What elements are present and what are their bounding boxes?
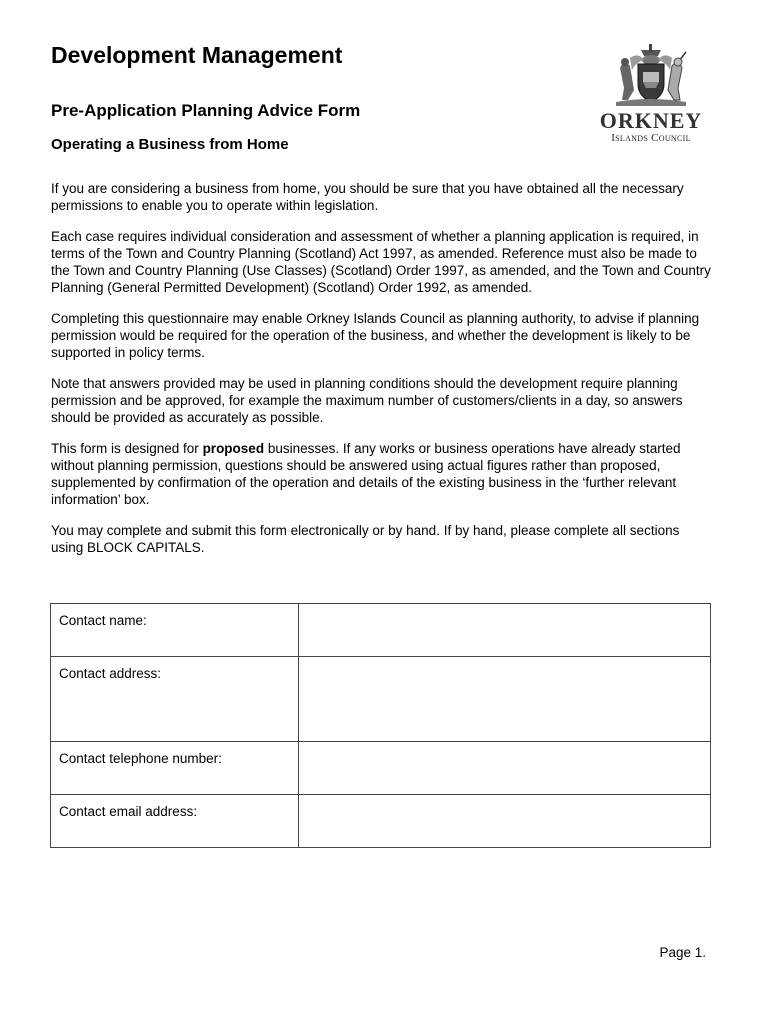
intro-text-run: This form is designed for — [51, 441, 203, 456]
page-title: Development Management — [51, 42, 343, 68]
contact-name-field[interactable] — [299, 604, 711, 657]
contact-name-row — [51, 604, 711, 657]
contact-phone-row — [51, 742, 711, 795]
council-logo — [596, 44, 708, 149]
intro-paragraph: You may complete and submit this form electronically or by hand. If by hand, please complete all sections using BLOCK CAPITALS. — [51, 523, 680, 555]
contact-address-row — [51, 657, 711, 742]
contact-phone-field[interactable] — [299, 742, 711, 795]
intro-text — [51, 180, 711, 570]
intro-paragraph: Note that answers provided may be used in planning conditions should the development require planning permission and be approved, for example the maximum number of customers/clients in a day, so answers should be provided as accurately as possible. — [51, 376, 683, 425]
form-subtitle: Pre-Application Planning Advice Form — [51, 101, 361, 120]
contact-details-table — [50, 603, 711, 848]
contact-phone-label: Contact telephone number: — [51, 742, 299, 795]
logo-subtitle: Islands Council — [611, 132, 691, 144]
contact-address-label: Contact address: — [51, 657, 299, 742]
contact-email-field[interactable] — [299, 795, 711, 848]
logo-wordmark: ORKNEY — [599, 108, 703, 133]
contact-name-label: Contact name: — [51, 604, 299, 657]
contact-address-field[interactable] — [299, 657, 711, 742]
intro-text-run: businesses. If any works or business operations have already started without planning permission, questions should be answered using actual figures rather than proposed, supplemented by confirmation of the operation and details of the existing business in the ‘further relevant information’ box. — [51, 441, 681, 507]
intro-paragraph: Each case requires individual consideration and assessment of whether a planning application is required, in terms of the Town and Country Planning (Scotland) Act 1997, as amended. Reference must also be made to the Town and Country Planning (Use Classes) (Scotland) Order 1997, as amended, and the Town and Country Planning (General Permitted Development) (Scotland) Order 1992, as amended. — [51, 229, 711, 295]
intro-paragraph: If you are considering a business from home, you should be sure that you have obtained all the necessary permissions to enable you to operate within legislation. — [51, 181, 684, 213]
coat-of-arms-icon — [608, 44, 694, 106]
page-number: Page 1. — [659, 945, 706, 960]
intro-paragraph: Completing this questionnaire may enable Orkney Islands Council as planning authority, to advise if planning permission would be required for the operation of the business, and whether the development is likely to be supported in policy terms. — [51, 311, 700, 360]
emphasis-proposed: proposed — [202, 441, 265, 456]
contact-email-row — [51, 795, 711, 848]
section-title: Operating a Business from Home — [51, 136, 289, 153]
contact-email-label: Contact email address: — [51, 795, 299, 848]
intro-paragraph — [51, 440, 711, 508]
